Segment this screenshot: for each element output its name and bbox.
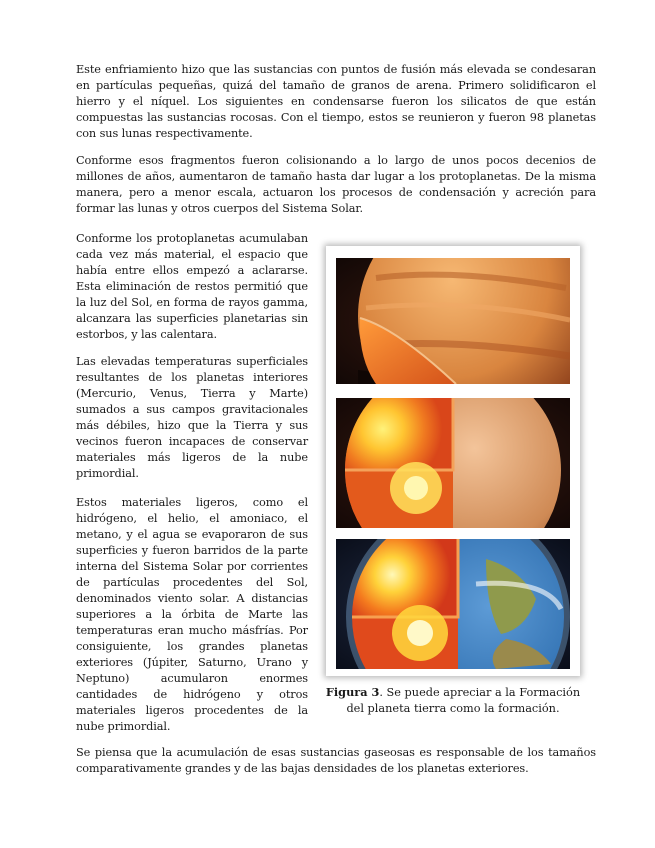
paragraph-5: Estos materiales ligeros, como el hidrógeno, el helio, el amoniaco, el metano, y el agua se evaporaron de sus superficies y fueron barridos de la parte interna del Sistema Solar por corrientes de partículas procedentes del Sol, denominados viento solar. A distancias superiores a la órbita de Marte las temperaturas eran mucho másfrías. Por consiguiente, los grandes planetas exteriores (Júpiter, Saturno, Urano y Neptuno) acumularon enormes cantidades de hidrógeno y otros materiales ligeros procedentes de la nube primordial. xyxy=(76,496,308,733)
planet-panel-cooling xyxy=(336,398,570,528)
paragraph-4: Las elevadas temperaturas superficiales resultantes de los planetas interiores (Mercurio, Venus, Tierra y Marte) sumados a sus campos gravitacionales más débiles, hizo que la Tierra y sus vecinos fueron incapaces de conservar materiales más ligeros de la nube primordial. xyxy=(76,355,308,480)
paragraph-1: Este enfriamiento hizo que las sustancias con puntos de fusión más elevada se condesaran en partículas pequeñas, quizá del tamaño de granos de arena. Primero solidificaron el hierro y el níquel. Los siguientes en condensarse fueron los silicatos de que están compuestas las sustancias rocosas. Con el tiempo, estos se reunieron y fueron 98 planetas con sus lunas respectivamente. xyxy=(76,63,596,140)
planet-panel-earth xyxy=(336,539,570,669)
figure-caption-text: . Se puede apreciar a la Formación del planeta tierra como la formación. xyxy=(346,686,581,715)
figure-caption xyxy=(318,684,588,717)
figure-caption-label: Figura 3 xyxy=(325,685,380,699)
paragraph-3: Conforme los protoplanetas acumulaban cada vez más material, el espacio que había entre ellos empezó a aclararse. Esta eliminación de restos permitió que la luz del Sol, en forma de rayos gamma, alcanzara las superficies planetarias sin estorbos, y las calentara. xyxy=(76,232,308,341)
paragraph-2: Conforme esos fragmentos fueron colisionando a lo largo de unos pocos decenios de millones de años, aumentaron de tamaño hasta dar lugar a los protoplanetas. De la misma manera, pero a menor escala, actuaron los procesos de condensación y acreción para formar las lunas y otros cuerpos del Sistema Solar. xyxy=(76,154,596,215)
figure-3-image xyxy=(326,246,580,676)
paragraph-6: Se piensa que la acumulación de esas sustancias gaseosas es responsable de los tamaños comparativamente grandes y de las bajas densidades de los planetas exteriores. xyxy=(76,746,596,775)
planet-panel-early xyxy=(336,258,570,384)
